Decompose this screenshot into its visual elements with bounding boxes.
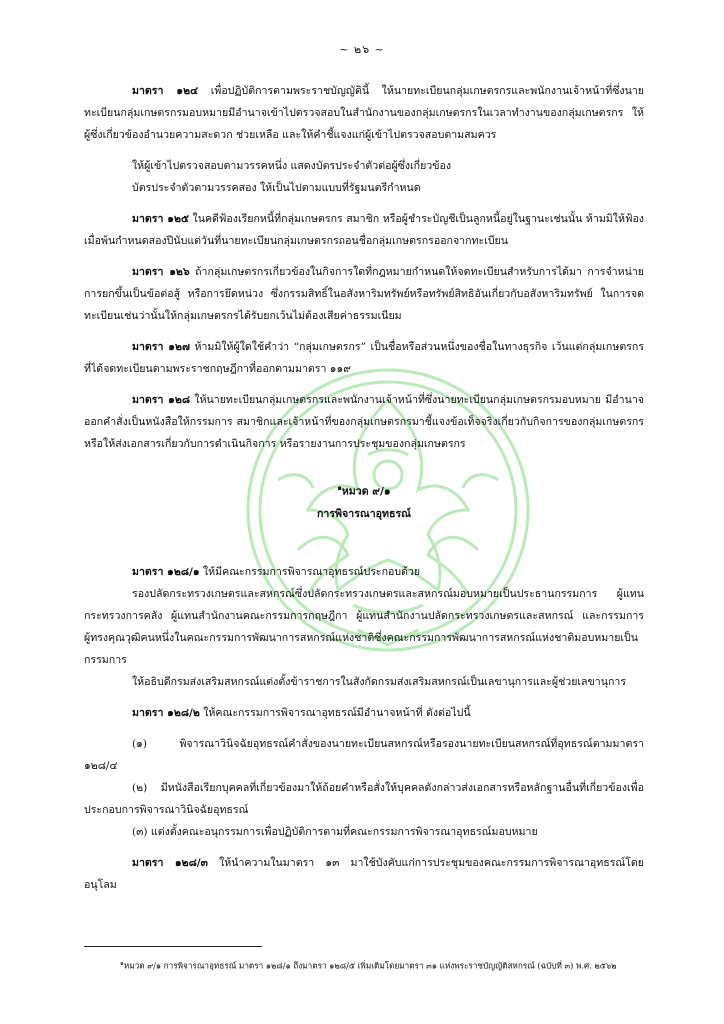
- list-item: [84, 777, 644, 821]
- section-125: [84, 208, 644, 252]
- paragraph-text: ให้ผู้เข้าไปตรวจสอบตามวรรคหนึ่ง แสดงบัตรประจำตัวต่อผู้ซึ่งเกี่ยวข้อง: [132, 160, 452, 172]
- section-label: มาตรา ๑๒๘/๓: [132, 856, 208, 869]
- section-126: [84, 261, 644, 327]
- section-text: เพื่อปฏิบัติการตามพระราชบัญญัตินี้ ให้นายทะเบียนกลุ่มเกษตรกรและพนักงานเจ้าหน้าที่ซึ่งนายทะเบียนกลุ่มเกษตรกรมอบหมายมีอำนาจเข้าไปตรวจสอบในสำนักงานของกลุ่มเกษตรกรในเวลาทำงานของกลุ่มเกษตรกร ให้ผู้ซึ่งเกี่ยวข้องอำนวยความสะดวก ช่วยเหลือ และให้คำชี้แจงแก่ผู้เข้าไปตรวจสอบตามสมควร: [84, 85, 644, 141]
- document-body: [84, 80, 644, 905]
- section-128-3: [84, 852, 644, 896]
- section-label: มาตรา ๑๒๗: [132, 341, 190, 353]
- footnote-marker: ๑: [337, 483, 342, 492]
- section-128-1: [84, 561, 644, 583]
- chapter-subtitle: การพิจารณาอุทธรณ์: [317, 507, 411, 520]
- paragraph: [84, 671, 644, 693]
- paragraph-text: รองปลัดกระทรวงเกษตรและสหกรณ์ซึ่งปลัดกระทรวงเกษตรและสหกรณ์มอบหมายเป็นประธานกรรมการ ผู้แทนกระทรวงการคลัง ผู้แทนสำนักงานคณะกรรมการกฤษฎีกา ผู้แทนสำนักงานปลัดกระทรวงเกษตรและสหกรณ์ และกรรมการผู้ทรงคุณวุฒิคนหนึ่งในคณะกรรมการพัฒนาการสหกรณ์แห่งชาติซึ่งคณะกรรมการพัฒนาการสหกรณ์แห่งชาติมอบหมายเป็นกรรมการ: [84, 587, 644, 666]
- footnote-text: หมวด ๙/๑ การพิจารณาอุทธรณ์ มาตรา ๑๒๘/๑ ถึงมาตรา ๑๒๘/๕ เพิ่มเติมโดยมาตรา ๓๑ แห่งพระราชบัญญัติสหกรณ์ (ฉบับที่ ๓) พ.ศ. ๒๕๖๒: [123, 960, 617, 971]
- section-text: ให้นายทะเบียนกลุ่มเกษตรกรและพนักงานเจ้าหน้าที่ซึ่งนายทะเบียนกลุ่มเกษตรกรมอบหมาย มีอำนาจออกคำสั่งเป็นหนังสือให้กรรมการ สมาชิกและเจ้าหน้าที่ของกลุ่มเกษตรกรมาชี้แจงข้อเท็จจริงเกี่ยวกับกิจการของกลุ่มเกษตรกรหรือให้ส่งเอกสารเกี่ยวกับการดำเนินกิจการ หรือรายงานการประชุมของกลุ่มเกษตรกร: [84, 394, 644, 450]
- footnote-divider: [84, 946, 262, 947]
- section-label: มาตรา ๑๒๖: [132, 266, 190, 278]
- section-label: มาตรา ๑๒๔: [132, 85, 199, 97]
- list-item-text: (๓) แต่งตั้งคณะอนุกรรมการเพื่อปฏิบัติการตามที่คณะกรรมการพิจารณาอุทธรณ์มอบหมาย: [132, 825, 538, 838]
- section-label: มาตรา ๑๒๘: [132, 394, 191, 406]
- list-item-text: (๑) พิจารณาวินิจฉัยอุทธรณ์คำสั่งของนายทะเบียนสหกรณ์หรือรองนายทะเบียนสหกรณ์ที่อุทธรณ์ตามมาตรา ๑๒๘/๔: [84, 737, 644, 772]
- section-127: [84, 336, 644, 380]
- section-128: [84, 389, 644, 455]
- list-item: [84, 821, 644, 843]
- section-text: ให้มีคณะกรรมการพิจารณาอุทธรณ์ประกอบด้วย: [199, 565, 421, 578]
- paragraph: [84, 155, 644, 177]
- section-label: มาตรา ๑๒๕: [132, 213, 190, 225]
- section-text: ให้นำความในมาตรา ๑๓ มาใช้บังคับแก่การประชุมของคณะกรรมการพิจารณาอุทธรณ์โดยอนุโลม: [84, 856, 645, 891]
- section-text: ในคดีฟ้องเรียกหนี้ที่กลุ่มเกษตรกร สมาชิก หรือผู้ชำระบัญชีเป็นลูกหนี้อยู่ในฐานะเช่นนั้น ห้ามมิให้ฟ้องเมื่อพ้นกำหนดสองปีนับแต่วันที่นายทะเบียนกลุ่มเกษตรกรถอนชื่อกลุ่มเกษตรกรออกจากทะเบียน: [84, 213, 644, 247]
- section-label: มาตรา ๑๒๘/๒: [132, 706, 200, 719]
- paragraph: [84, 177, 644, 199]
- section-text: ถ้ากลุ่มเกษตรกรเกี่ยวข้องในกิจการใดที่กฎหมายกำหนดให้จดทะเบียนสำหรับการได้มา การจำหน่าย การยกขึ้นเป็นข้อต่อสู้ หรือการยึดหน่วง ซึ่งกรรมสิทธิ์ในอสังหาริมทรัพย์หรือทรัพย์สิทธิอันเกี่ยวกับอสังหาริมทรัพย์ ในการจดทะเบียนเช่นว่านั้นให้กลุ่มเกษตรกรได้รับยกเว้นไม่ต้องเสียค่าธรรมเนียม: [84, 266, 644, 322]
- section-text: ให้คณะกรรมการพิจารณาอุทธรณ์มีอำนาจหน้าที่ ดังต่อไปนี้: [199, 706, 471, 719]
- chapter-title: หมวด ๙/๑: [341, 485, 391, 498]
- section-label: มาตรา ๑๒๘/๑: [132, 565, 200, 578]
- paragraph: [84, 583, 644, 671]
- section-124: [84, 80, 644, 146]
- paragraph-text: บัตรประจำตัวตามวรรคสอง ให้เป็นไปตามแบบที่รัฐมนตรีกำหนด: [132, 182, 421, 194]
- page-number: ~ ๒๖ ~: [339, 43, 385, 56]
- section-128-2: [84, 702, 644, 724]
- chapter-heading: [84, 477, 644, 525]
- paragraph-text: ให้อธิบดีกรมส่งเสริมสหกรณ์แต่งตั้งข้าราชการในสังกัดกรมส่งเสริมสหกรณ์เป็นเลขานุการและผู้ช่วยเลขานุการ: [132, 675, 627, 688]
- list-item: [84, 733, 644, 777]
- section-text: ห้ามมิให้ผู้ใดใช้คำว่า “กลุ่มเกษตรกร” เป็นชื่อหรือส่วนหนึ่งของชื่อในทางธุรกิจ เว้นแต่กลุ่มเกษตรกรที่ได้จดทะเบียนตามพระราชกฤษฎีกาที่ออกตามมาตรา ๑๑๙: [84, 341, 645, 375]
- list-item-text: (๒) มีหนังสือเรียกบุคคลที่เกี่ยวข้องมาให้ถ้อยคำหรือสั่งให้บุคคลดังกล่าวส่งเอกสารหรือหลักฐานอื่นที่เกี่ยวข้องเพื่อประกอบการพิจารณาวินิจฉัยอุทธรณ์: [84, 781, 644, 816]
- footnote-marker: ๑: [120, 960, 124, 967]
- footnote: [84, 956, 644, 974]
